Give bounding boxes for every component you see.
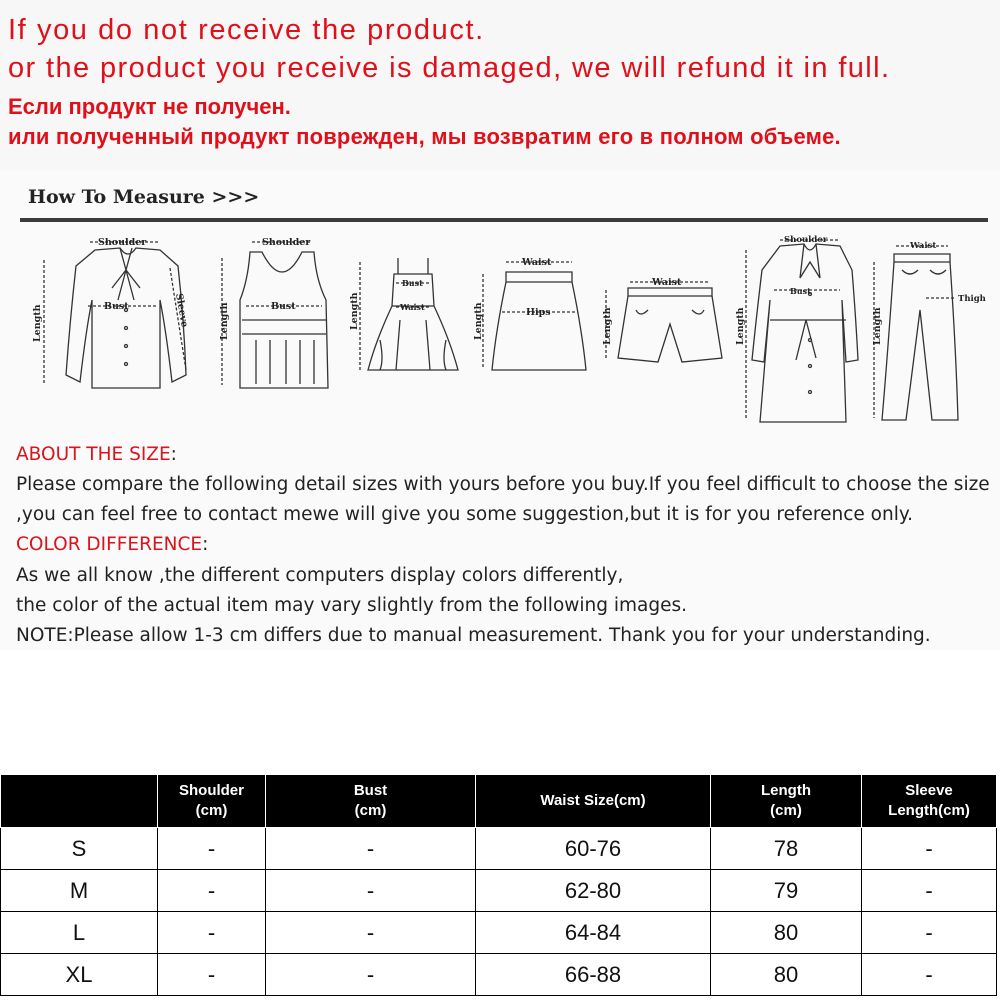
waist-header-cell: Waist Size(cm) bbox=[476, 775, 711, 828]
length-cell: 80 bbox=[711, 954, 862, 996]
length-label-5: Length bbox=[602, 307, 613, 345]
coat-diagram-icon bbox=[746, 240, 858, 422]
notice-line-3: Если продукт не получен. bbox=[8, 94, 291, 119]
size-cell: S bbox=[1, 828, 158, 870]
about-size-colon: : bbox=[170, 444, 177, 465]
notice-line-4: или полученный продукт поврежден, мы возвратим его в полном объеме. bbox=[8, 124, 841, 149]
waist-label-5: Waist bbox=[652, 277, 682, 288]
hips-label: Hips bbox=[526, 307, 551, 318]
about-size-text-1: Please compare the following detail sizes with yours before you buy.If you feel difficult to choose the size bbox=[16, 474, 990, 495]
shoulder-cell: - bbox=[158, 870, 266, 912]
length-label-2: Length bbox=[219, 302, 230, 340]
trousers-diagram-icon bbox=[874, 246, 958, 420]
bust-label-6: Bust bbox=[790, 286, 811, 296]
vest-diagram-icon bbox=[222, 242, 328, 388]
bust-cell: - bbox=[266, 870, 476, 912]
measure-title: How To Measure >>> bbox=[28, 186, 260, 208]
garment-diagrams bbox=[0, 170, 1000, 440]
sleeve-label: Sleeve bbox=[173, 292, 190, 329]
length-label-4: Length bbox=[473, 302, 484, 340]
size-cell: XL bbox=[1, 954, 158, 996]
size-cell: M bbox=[1, 870, 158, 912]
color-difference-text-2: the color of the actual item may vary slightly from the following images. bbox=[16, 595, 688, 616]
table-row bbox=[1, 912, 997, 954]
bust-label-1: Bust bbox=[104, 301, 129, 312]
waist-label-4: Waist bbox=[522, 257, 552, 268]
length-label-7: Length bbox=[872, 307, 883, 345]
waist-label-7: Waist bbox=[910, 241, 937, 251]
length-cell: 80 bbox=[711, 912, 862, 954]
sleeve-length-header-cell: Sleeve Length(cm) bbox=[862, 775, 997, 828]
measurement-note: NOTE:Please allow 1-3 cm differs due to manual measurement. Thank you for your understanding. bbox=[16, 625, 931, 646]
notice-line-2: or the product you receive is damaged, we will refund it in full. bbox=[8, 52, 891, 84]
shoulder-cell: - bbox=[158, 912, 266, 954]
waist-cell: 60-76 bbox=[476, 828, 711, 870]
shoulder-label-6: Shoulder bbox=[784, 235, 828, 245]
shoulder-cell: - bbox=[158, 954, 266, 996]
size-cell: L bbox=[1, 912, 158, 954]
shoulder-label-1: Shoulder bbox=[98, 237, 147, 248]
waist-cell: 66-88 bbox=[476, 954, 711, 996]
about-size-text-2: ,you can feel free to contact mewe will give you some suggestion,but it is for you reference only. bbox=[16, 504, 914, 525]
blouse-diagram-icon bbox=[44, 242, 186, 388]
strap-dress-diagram-icon bbox=[360, 258, 458, 370]
shoulder-cell: - bbox=[158, 828, 266, 870]
shoulder-label-2: Shoulder bbox=[262, 237, 311, 248]
length-label-6: Length bbox=[735, 307, 746, 345]
waist-cell: 64-84 bbox=[476, 912, 711, 954]
color-difference-heading-line bbox=[16, 534, 208, 555]
length-label-3: Length bbox=[349, 292, 360, 330]
about-size-heading-line bbox=[16, 444, 177, 465]
length-label-1: Length bbox=[32, 304, 43, 342]
sleeve-length-cell: - bbox=[862, 912, 997, 954]
size-table-header-row bbox=[1, 775, 997, 828]
sleeve-length-cell: - bbox=[862, 954, 997, 996]
color-difference-heading: COLOR DIFFERENCE bbox=[16, 534, 203, 555]
shorts-diagram-icon bbox=[606, 282, 722, 362]
table-row bbox=[1, 954, 997, 996]
color-difference-text-1: As we all know ,the different computers display colors differently, bbox=[16, 565, 624, 586]
size-header-cell bbox=[1, 775, 158, 828]
table-row bbox=[1, 870, 997, 912]
thigh-label: Thigh bbox=[958, 294, 986, 304]
color-difference-colon: : bbox=[202, 534, 209, 555]
waist-cell: 62-80 bbox=[476, 870, 711, 912]
bust-cell: - bbox=[266, 912, 476, 954]
about-size-heading: ABOUT THE SIZE bbox=[16, 444, 171, 465]
waist-label-3: Waist bbox=[400, 302, 425, 312]
table-row bbox=[1, 828, 997, 870]
bust-label-2: Bust bbox=[271, 301, 296, 312]
sleeve-length-cell: - bbox=[862, 870, 997, 912]
notice-line-1: If you do not receive the product. bbox=[8, 14, 485, 46]
shoulder-header-cell: Shoulder (cm) bbox=[158, 775, 266, 828]
bust-cell: - bbox=[266, 828, 476, 870]
bust-label-3: Bust bbox=[402, 278, 423, 288]
sleeve-length-cell: - bbox=[862, 828, 997, 870]
refund-notice bbox=[0, 0, 1000, 170]
length-header-cell: Length (cm) bbox=[711, 775, 862, 828]
length-cell: 78 bbox=[711, 828, 862, 870]
bust-cell: - bbox=[266, 954, 476, 996]
bust-header-cell: Bust (cm) bbox=[266, 775, 476, 828]
size-chart-table bbox=[0, 774, 997, 996]
length-cell: 79 bbox=[711, 870, 862, 912]
